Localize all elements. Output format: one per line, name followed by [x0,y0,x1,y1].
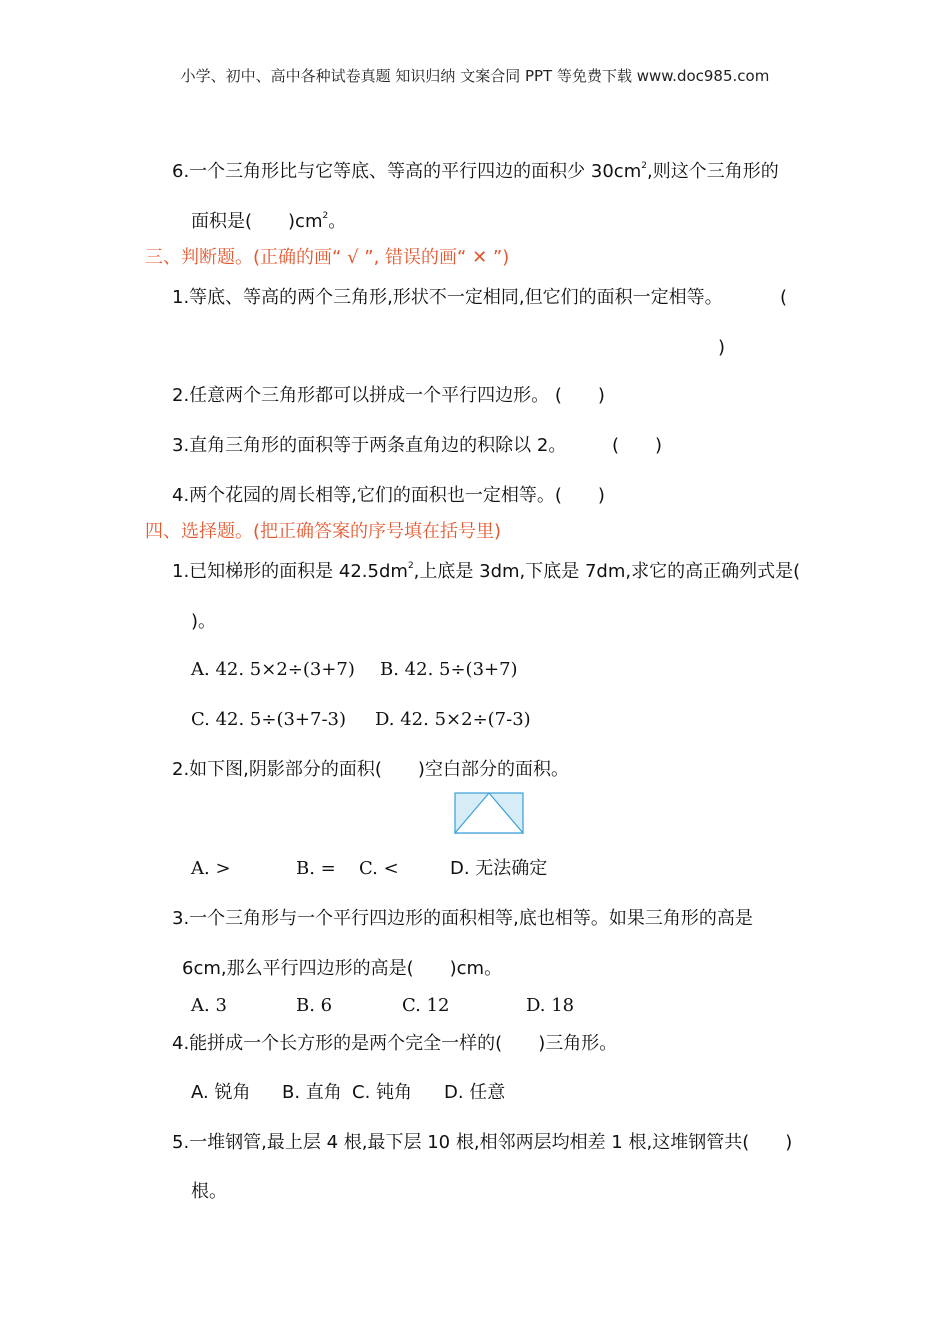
s4-q4-text: 4.能拼成一个长方形的是两个完全一样的( )三角形。 [172,1033,618,1054]
s4-q1-line1: 1.已知梯形的面积是 $42.5dm^2$,上底是 3dm,下底是 7dm,求它的高正确列式是( [172,561,801,582]
s3-q4: 4.两个花园的周长相等,它们的面积也一定相等。( ) [172,485,605,506]
s4-q1-line2: )。 [191,611,217,632]
shaded-rectangle-figure [454,792,526,836]
s4-q1-option-b: B. 42. 5÷(3+7) [380,659,518,680]
q6-line1: 6.一个三角形比与它等底、等高的平行四边的面积少 $30cm^2$,则这个三角形的 [172,161,779,182]
s4-q4-option-b: B. 直角 [282,1082,342,1103]
s4-q3-option-a: A. 3 [191,995,227,1016]
section3-title: 三、判断题。(正确的画“ √ ”, 错误的画“ ✕ ”) [145,247,510,268]
s3-q3-paren: ( ) [612,435,663,456]
s4-q5-line1: 5.一堆钢管,最上层 4 根,最下层 10 根,相邻两层均相差 1 根,这堆钢管共( ) [172,1132,793,1153]
s4-q1-option-d: D. 42. 5×2÷(7-3) [375,709,531,730]
s4-q3-line2: 6cm,那么平行四边形的高是( )cm。 [182,958,503,979]
s3-q1-text: 1.等底、等高的两个三角形,形状不一定相同,但它们的面积一定相等。 [172,287,723,308]
s4-q1-option-a: A. 42. 5×2÷(3+7) [191,659,355,680]
s3-q3-text: 3.直角三角形的面积等于两条直角边的积除以 2。 [172,435,567,456]
s4-q2-option-a: A. > [191,858,231,879]
s4-q3-line1: 3.一个三角形与一个平行四边形的面积相等,底也相等。如果三角形的高是 [172,908,753,929]
s4-q1-option-c: C. 42. 5÷(3+7-3) [191,709,347,730]
s4-q2-text: 2.如下图,阴影部分的面积( )空白部分的面积。 [172,759,569,780]
s3-q1-open-paren: ( [780,287,788,308]
s4-q3-option-c: C. 12 [402,995,450,1016]
s4-q4-option-d: D. 任意 [444,1082,506,1103]
s3-q1-close-paren: ) [718,337,726,358]
s4-q2-option-c: C. < [359,858,399,879]
s4-q4-option-c: C. 钝角 [352,1082,413,1103]
s4-q3-option-b: B. 6 [296,995,333,1016]
s3-q2: 2.任意两个三角形都可以拼成一个平行四边形。 ( ) [172,385,605,406]
s4-q2-option-b: B. = [296,858,336,879]
s4-q5-line2: 根。 [191,1181,227,1202]
s4-q3-option-d: D. 18 [526,995,575,1016]
q6-line2: 面积是( )$cm^2$。 [191,211,347,232]
s4-q2-option-d: D. 无法确定 [450,858,548,879]
section4-title: 四、选择题。(把正确答案的序号填在括号里) [145,521,502,542]
s4-q4-option-a: A. 锐角 [191,1082,251,1103]
page-header: 小学、初中、高中各种试卷真题 知识归纳 文案合同 PPT 等免费下载 www.doc985.com [180,67,770,85]
